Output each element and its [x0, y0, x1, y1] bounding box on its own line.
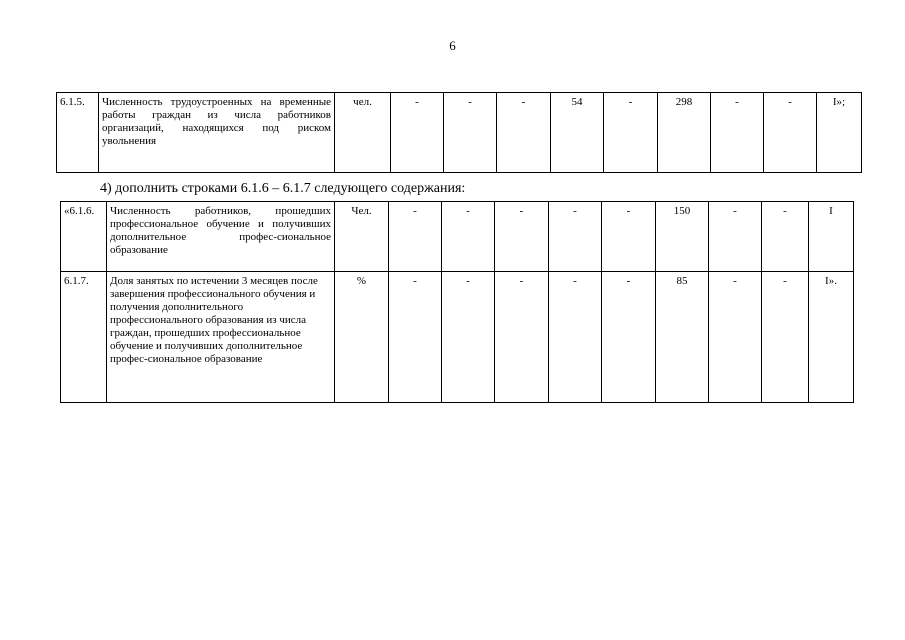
row-unit: Чел. [335, 202, 389, 272]
row-code: 6.1.5. [57, 93, 99, 173]
row-value: - [389, 272, 442, 403]
row-value: - [444, 93, 497, 173]
page-number: 6 [449, 38, 456, 53]
row-value: - [709, 202, 762, 272]
row-code: 6.1.7. [61, 272, 107, 403]
row-value: - [711, 93, 764, 173]
row-value: - [442, 202, 495, 272]
indicator-table-top [56, 92, 862, 173]
row-value: 298 [658, 93, 711, 173]
row-last: I»; [817, 93, 862, 173]
row-value: - [442, 272, 495, 403]
table-row [61, 272, 854, 403]
row-value: 150 [656, 202, 709, 272]
row-value: - [495, 272, 549, 403]
row-value: - [604, 93, 658, 173]
row-unit: % [335, 272, 389, 403]
indicator-table-added [60, 201, 854, 403]
row-value: - [762, 272, 809, 403]
row-indicator-name: Доля занятых по истечении 3 месяцев после завершения профессионального обучения и получения дополнительного профессионального образования из числа граждан, прошедших профессиональное обучение и получивших дополнительное профес-сиональное образование [107, 272, 335, 403]
table-row [57, 93, 862, 173]
row-last: I [809, 202, 854, 272]
amendment-instruction: 4) дополнить строками 6.1.6 – 6.1.7 следующего содержания: [100, 181, 466, 196]
row-value: 54 [551, 93, 604, 173]
row-value: - [549, 202, 602, 272]
row-value: - [764, 93, 817, 173]
row-value: - [391, 93, 444, 173]
row-value: - [602, 272, 656, 403]
table-row [61, 202, 854, 272]
row-unit: чел. [335, 93, 391, 173]
row-value: - [389, 202, 442, 272]
row-value: - [602, 202, 656, 272]
row-value: - [497, 93, 551, 173]
row-last: I». [809, 272, 854, 403]
row-indicator-name: Численность трудоустроенных на временные работы граждан из числа работников организаций, находящихся под риском увольнения [99, 93, 335, 173]
row-value: - [762, 202, 809, 272]
row-value: - [709, 272, 762, 403]
row-code: «6.1.6. [61, 202, 107, 272]
row-value: 85 [656, 272, 709, 403]
row-indicator-name: Численность работников, прошедших профессиональное обучение и получивших дополнительное профес-сиональное образование [107, 202, 335, 272]
row-value: - [495, 202, 549, 272]
row-value: - [549, 272, 602, 403]
